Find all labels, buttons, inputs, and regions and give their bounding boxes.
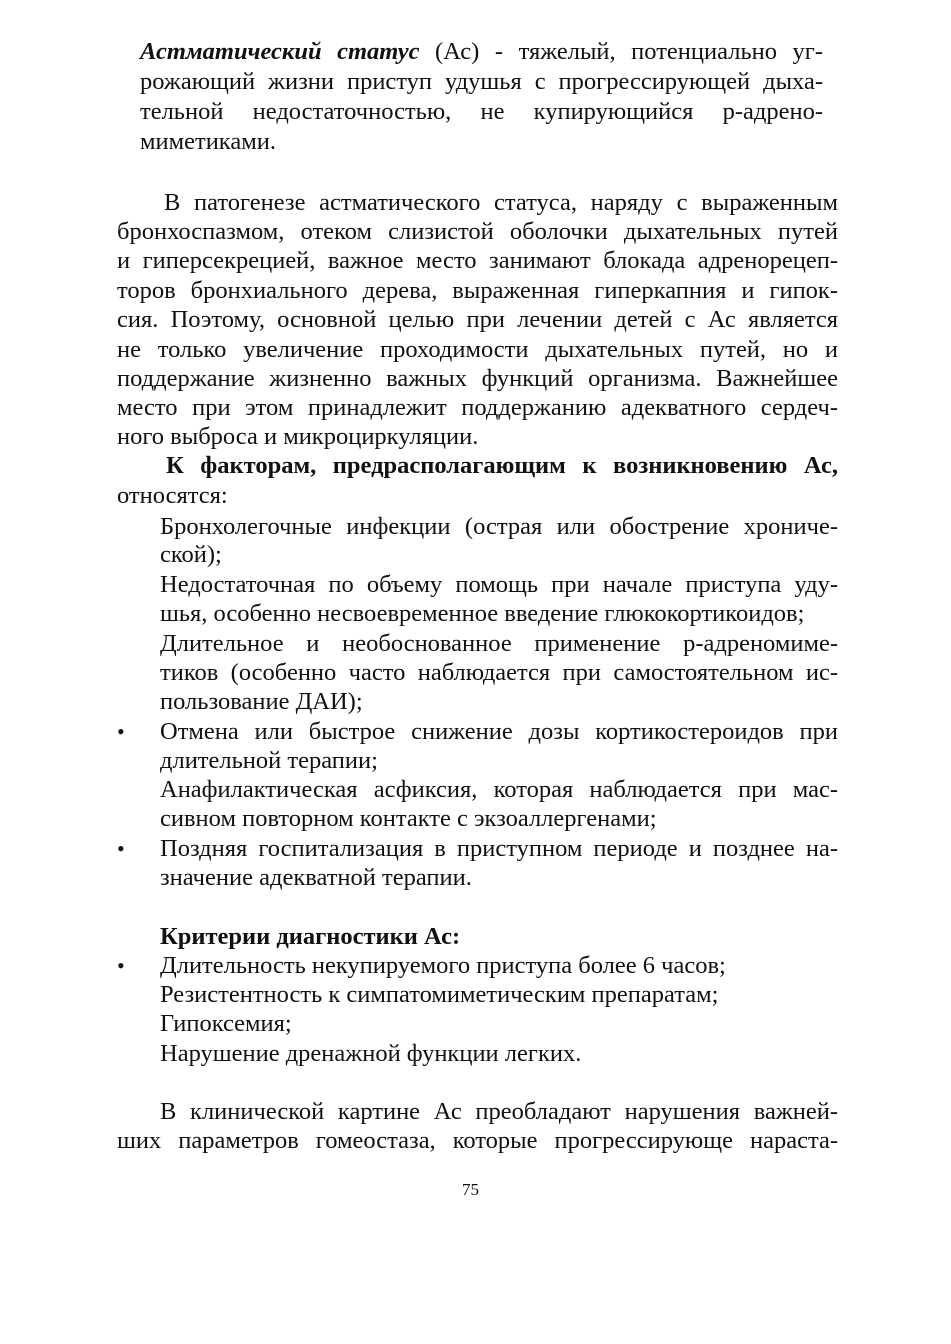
criteria-item: Нарушение дренажной функции легких. [160, 1040, 582, 1067]
factor-item-line: Анафилактическая асфиксия, которая наблюдается при мас- [160, 776, 838, 803]
page-number: 75 [462, 1180, 479, 1199]
factor-item-line: сивном повторном контакте с экзоаллергенами; [160, 805, 657, 832]
criteria-heading: Критерии диагностики Ас: [160, 923, 461, 950]
criteria-item: Гипоксемия; [160, 1010, 292, 1037]
factor-item-line: ской); [160, 541, 222, 568]
bullet: • [117, 836, 125, 861]
pathogenesis-line: поддержание жизненно важных функций организма. Важнейшее [117, 365, 838, 392]
criteria-item: Резистентность к симпатомиметическим препаратам; [160, 981, 719, 1008]
factor-item-line: Бронхолегочные инфекции (острая или обострение хрониче- [160, 513, 838, 540]
clinical-line: В клинической картине Ас преобладают нарушения важней- [160, 1098, 838, 1125]
factors-heading: К факторам, предрасполагающим к возникновению Ас, [166, 452, 838, 479]
factor-item-line: пользование ДАИ); [160, 688, 363, 715]
factor-item-line: тиков (особенно часто наблюдается при самостоятельном ис- [160, 659, 838, 686]
definition-line-2: рожающий жизни приступ удушья с прогрессирующей дыха- [140, 68, 823, 95]
factor-item-line: длительной терапии; [160, 747, 378, 774]
factor-item-line: Отмена или быстрое снижение дозы кортикостероидов при [160, 718, 838, 745]
factor-item-line: шья, особенно несвоевременное введение глюкокортикоидов; [160, 600, 805, 627]
pathogenesis-line: не только увеличение проходимости дыхательных путей, но и [117, 336, 838, 363]
factor-item-line: Поздняя госпитализация в приступном периоде и позднее на- [160, 835, 838, 862]
bullet: • [117, 953, 125, 978]
pathogenesis-line: бронхоспазмом, отеком слизистой оболочки дыхательных путей [117, 218, 838, 245]
factor-item-line: значение адекватной терапии. [160, 864, 472, 891]
clinical-line: ших параметров гомеостаза, которые прогрессирующе нараста- [117, 1127, 838, 1154]
factors-heading-cont: относятся: [117, 482, 228, 509]
definition-line-1 [140, 37, 823, 66]
definition-line-4: миметиками. [140, 128, 276, 155]
definition-line-3: тельной недостаточностью, не купирующийся р-адрено- [140, 98, 823, 125]
factor-item-line: Недостаточная по объему помощь при начале приступа уду- [160, 571, 838, 598]
pathogenesis-line: торов бронхиального дерева, выраженная гиперкапния и гипок- [117, 277, 838, 304]
pathogenesis-line: сия. Поэтому, основной целью при лечении детей с Ас является [117, 306, 838, 333]
definition-line-1-text: (Ас) - тяжелый, потенциально уг- [419, 38, 823, 65]
pathogenesis-line: и гиперсекрецией, важное место занимают блокада адренорецеп- [117, 247, 838, 274]
definition-term: Астматический статус [140, 38, 420, 65]
pathogenesis-line: место при этом принадлежит поддержанию адекватного сердеч- [117, 394, 838, 421]
criteria-item: Длительность некупируемого приступа более 6 часов; [160, 952, 726, 979]
bullet: • [117, 719, 125, 744]
pathogenesis-line: ного выброса и микроциркуляции. [117, 423, 479, 450]
pathogenesis-line: В патогенезе астматического статуса, наряду с выраженным [164, 189, 838, 216]
factor-item-line: Длительное и необоснованное применение р-адреномиме- [160, 630, 838, 657]
